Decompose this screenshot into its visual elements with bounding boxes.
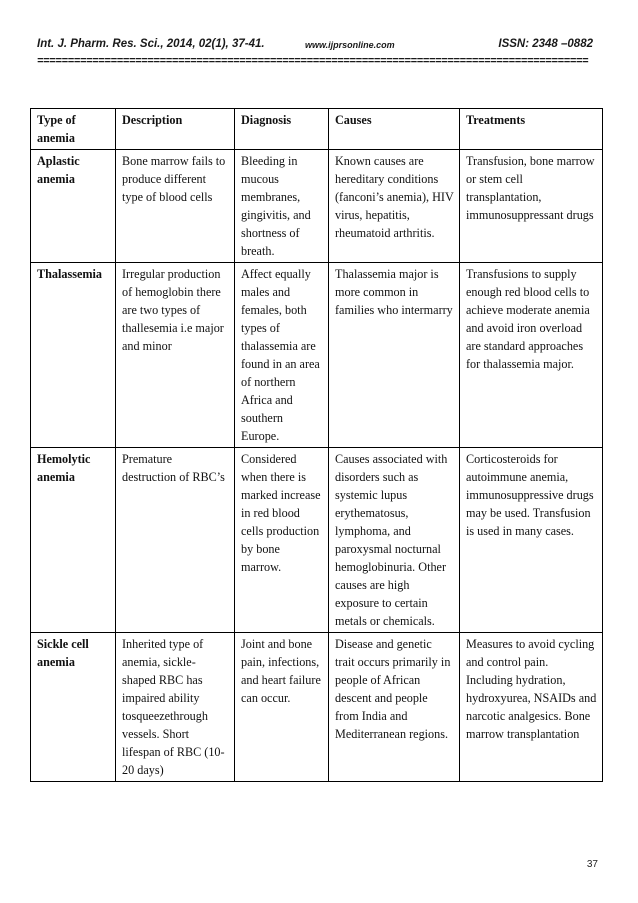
table-row: [31, 448, 603, 633]
cell-type: Sickle cell anemia: [31, 633, 116, 782]
anemia-table: [30, 108, 603, 782]
cell-diagnosis: Considered when there is marked increase in red blood cells production by bone marrow.: [235, 448, 329, 633]
cell-causes: Thalassemia major is more common in families who intermarry: [329, 263, 460, 448]
journal-website: www.ijprsonline.com: [305, 40, 395, 50]
cell-description: Premature destruction of RBC’s: [116, 448, 235, 633]
column-header-description: Description: [116, 109, 235, 150]
cell-description: Inherited type of anemia, sickle-shaped RBC has impaired ability tosqueezethrough vessels. Short lifespan of RBC (10-20 days): [116, 633, 235, 782]
cell-description: Bone marrow fails to produce different type of blood cells: [116, 150, 235, 263]
header-rule: ==========================================================================================: [37, 55, 589, 67]
journal-citation: Int. J. Pharm. Res. Sci., 2014, 02(1), 37-41.: [37, 38, 265, 50]
cell-treatments: Corticosteroids for autoimmune anemia, immunosuppressive drugs may be used. Transfusion is used in many cases.: [460, 448, 603, 633]
table-row: [31, 263, 603, 448]
table-row: [31, 150, 603, 263]
cell-diagnosis: Bleeding in mucous membranes, gingivitis, and shortness of breath.: [235, 150, 329, 263]
cell-diagnosis: Joint and bone pain, infections, and heart failure can occur.: [235, 633, 329, 782]
page-number: 37: [586, 859, 598, 870]
cell-description: Irregular production of hemoglobin there are two types of thallesemia i.e major and minor: [116, 263, 235, 448]
journal-issn: ISSN: 2348 –0882: [498, 38, 593, 50]
cell-treatments: Measures to avoid cycling and control pain. Including hydration, hydroxyurea, NSAIDs and narcotic analgesics. Bone marrow transplantation: [460, 633, 603, 782]
cell-causes: Disease and genetic trait occurs primarily in people of African descent and people from India and Mediterranean regions.: [329, 633, 460, 782]
cell-treatments: Transfusion, bone marrow or stem cell transplantation, immunosuppressant drugs: [460, 150, 603, 263]
cell-causes: Known causes are hereditary conditions (fanconi’s anemia), HIV virus, hepatitis, rheumatoid arthritis.: [329, 150, 460, 263]
cell-type: Hemolytic anemia: [31, 448, 116, 633]
column-header-treatments: Treatments: [460, 109, 603, 150]
cell-treatments: Transfusions to supply enough red blood cells to achieve moderate anemia and avoid iron overload are standard approaches for thalassemia major.: [460, 263, 603, 448]
column-header-causes: Causes: [329, 109, 460, 150]
column-header-diagnosis: Diagnosis: [235, 109, 329, 150]
cell-diagnosis: Affect equally males and females, both types of thalassemia are found in an area of northern Africa and southern Europe.: [235, 263, 329, 448]
running-header: [37, 38, 593, 54]
cell-type: Aplastic anemia: [31, 150, 116, 263]
cell-type: Thalassemia: [31, 263, 116, 448]
cell-causes: Causes associated with disorders such as systemic lupus erythematosus, lymphoma, and paroxysmal nocturnal hemoglobinuria. Other causes are high exposure to certain metals or chemicals.: [329, 448, 460, 633]
table-header-row: [31, 109, 603, 150]
table-row: [31, 633, 603, 782]
column-header-type: Type of anemia: [31, 109, 116, 150]
